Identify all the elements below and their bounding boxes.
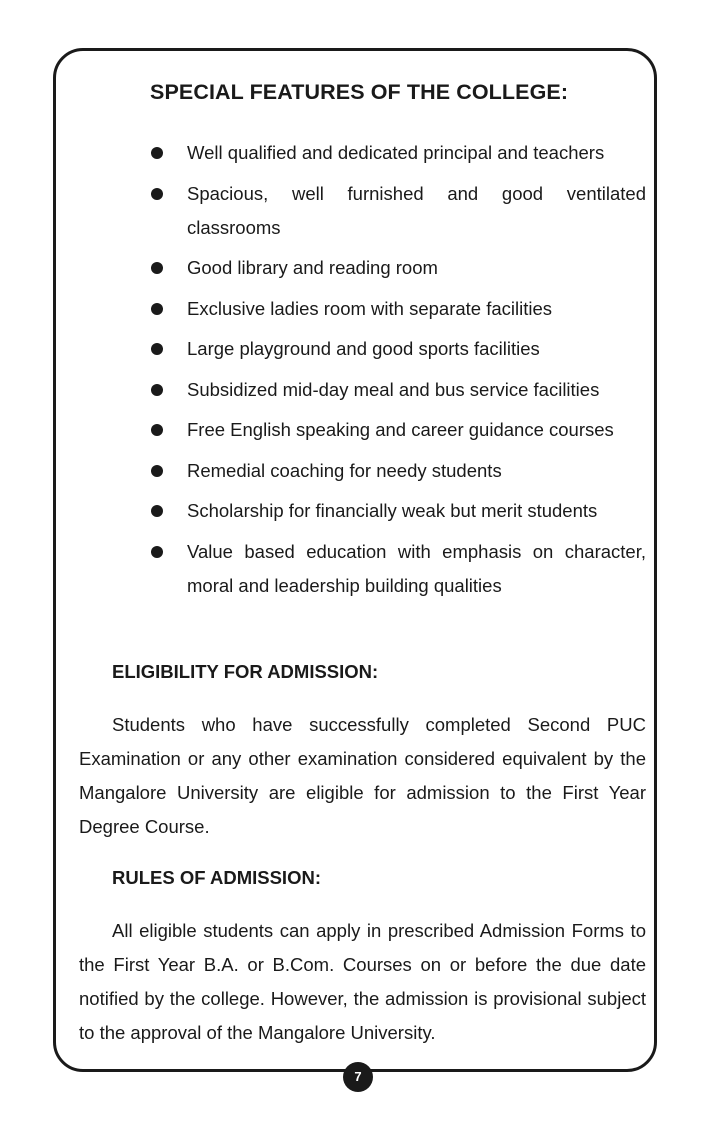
feature-text: Scholarship for financially weak but merit students (187, 500, 598, 521)
bullet-icon (151, 262, 163, 274)
bullet-icon (151, 188, 163, 200)
feature-text: Large playground and good sports facilities (187, 338, 540, 359)
bullet-icon (151, 147, 163, 159)
bullet-icon (151, 384, 163, 396)
feature-text: Spacious, well furnished and good ventilated classrooms (187, 182, 646, 238)
feature-text: Subsidized mid-day meal and bus service facilities (187, 378, 600, 400)
feature-text: Value based education with emphasis on character, moral and leadership building qualities (187, 540, 646, 596)
feature-item (150, 413, 646, 447)
bullet-icon (151, 424, 163, 436)
eligibility-paragraph: Students who have successfully completed Second PUC Examination or any other examination considered equivalent by the Mangalore University are eligible for admission to the First Year Degree Course. (79, 714, 646, 837)
eligibility-title: ELIGIBILITY FOR ADMISSION: (112, 661, 379, 682)
feature-item (150, 292, 646, 326)
features-list (150, 136, 646, 609)
feature-text: Remedial coaching for needy students (187, 459, 502, 481)
bullet-icon (151, 546, 163, 558)
feature-text: Good library and reading room (187, 257, 438, 278)
feature-item (150, 454, 646, 488)
rules-title: RULES OF ADMISSION: (112, 867, 321, 888)
feature-text: Well qualified and dedicated principal and teachers (187, 142, 605, 163)
feature-text: Exclusive ladies room with separate facilities (187, 297, 553, 319)
rules-paragraph: All eligible students can apply in prescribed Admission Forms to the First Year B.A. or B.Com. Courses on or before the due date notified by the college. However, the admission is provisional subject to the approval of the Mangalore University. (79, 920, 646, 1043)
feature-item (150, 494, 646, 528)
bullet-icon (151, 505, 163, 517)
bullet-icon (151, 465, 163, 477)
feature-item (150, 251, 646, 285)
features-title: SPECIAL FEATURES OF THE COLLEGE: (150, 80, 569, 104)
page-number-badge: 7 (343, 1062, 373, 1092)
feature-item (150, 373, 646, 407)
feature-item (150, 332, 646, 366)
bullet-icon (151, 303, 163, 315)
feature-item (150, 535, 646, 603)
feature-item (150, 136, 646, 170)
feature-item (150, 177, 646, 245)
feature-text: Free English speaking and career guidance courses (187, 419, 614, 440)
bullet-icon (151, 343, 163, 355)
